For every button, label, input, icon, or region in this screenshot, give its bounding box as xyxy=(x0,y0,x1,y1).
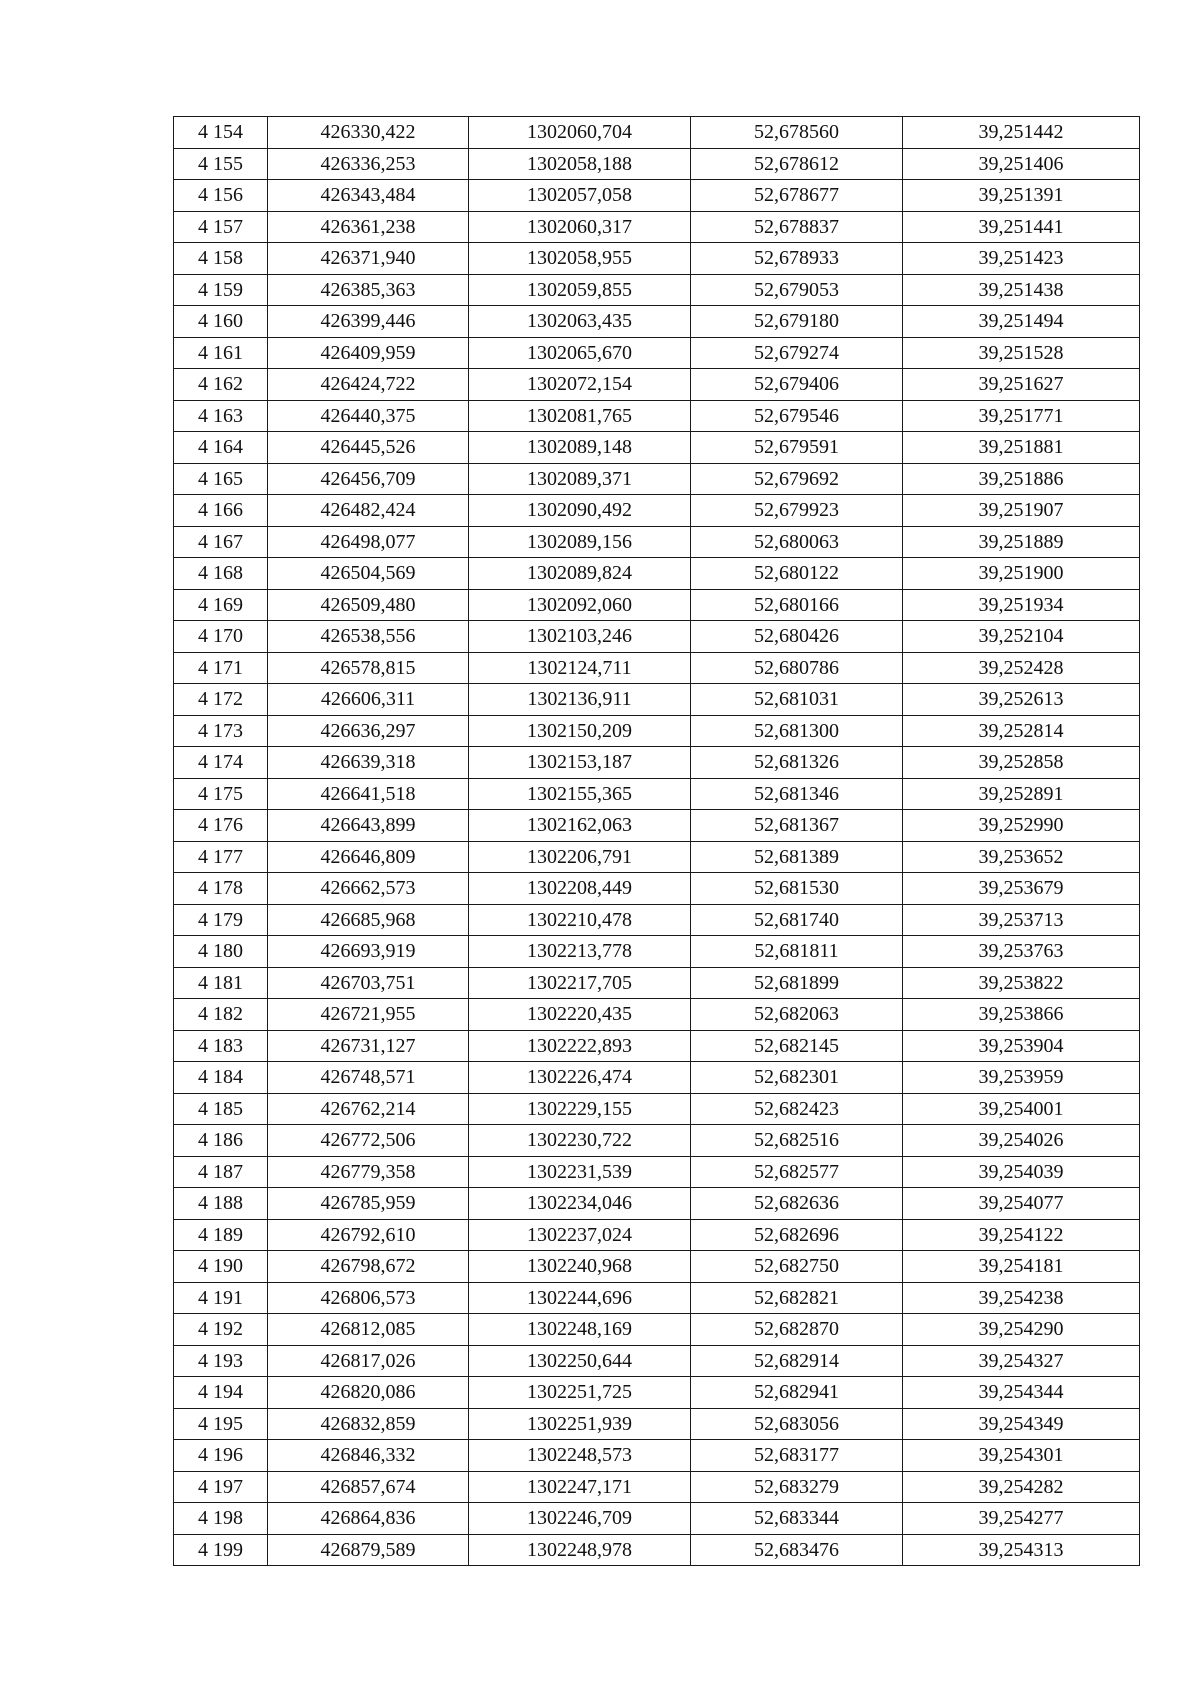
table-row xyxy=(174,999,1140,1031)
x-coordinate-cell: 426606,311 xyxy=(268,684,469,716)
x-coordinate-cell: 426685,968 xyxy=(268,904,469,936)
longitude-cell: 39,254277 xyxy=(903,1503,1140,1535)
table-row xyxy=(174,243,1140,275)
table-row xyxy=(174,148,1140,180)
table-row xyxy=(174,117,1140,149)
table-row xyxy=(174,589,1140,621)
longitude-cell: 39,254026 xyxy=(903,1125,1140,1157)
point-number-cell: 4 199 xyxy=(174,1534,268,1566)
point-number-cell: 4 164 xyxy=(174,432,268,464)
x-coordinate-cell: 426504,569 xyxy=(268,558,469,590)
x-coordinate-cell: 426662,573 xyxy=(268,873,469,905)
latitude-cell: 52,683177 xyxy=(691,1440,903,1472)
y-coordinate-cell: 1302089,824 xyxy=(469,558,691,590)
y-coordinate-cell: 1302230,722 xyxy=(469,1125,691,1157)
longitude-cell: 39,251934 xyxy=(903,589,1140,621)
latitude-cell: 52,682145 xyxy=(691,1030,903,1062)
y-coordinate-cell: 1302063,435 xyxy=(469,306,691,338)
x-coordinate-cell: 426498,077 xyxy=(268,526,469,558)
latitude-cell: 52,682636 xyxy=(691,1188,903,1220)
longitude-cell: 39,254238 xyxy=(903,1282,1140,1314)
y-coordinate-cell: 1302089,156 xyxy=(469,526,691,558)
longitude-cell: 39,251907 xyxy=(903,495,1140,527)
y-coordinate-cell: 1302150,209 xyxy=(469,715,691,747)
table-row xyxy=(174,810,1140,842)
latitude-cell: 52,681326 xyxy=(691,747,903,779)
x-coordinate-cell: 426482,424 xyxy=(268,495,469,527)
latitude-cell: 52,682516 xyxy=(691,1125,903,1157)
latitude-cell: 52,678560 xyxy=(691,117,903,149)
longitude-cell: 39,254301 xyxy=(903,1440,1140,1472)
table-row xyxy=(174,904,1140,936)
longitude-cell: 39,251889 xyxy=(903,526,1140,558)
x-coordinate-cell: 426693,919 xyxy=(268,936,469,968)
y-coordinate-cell: 1302220,435 xyxy=(469,999,691,1031)
latitude-cell: 52,681530 xyxy=(691,873,903,905)
point-number-cell: 4 187 xyxy=(174,1156,268,1188)
y-coordinate-cell: 1302251,725 xyxy=(469,1377,691,1409)
table-row xyxy=(174,873,1140,905)
latitude-cell: 52,682941 xyxy=(691,1377,903,1409)
table-row xyxy=(174,432,1140,464)
latitude-cell: 52,679274 xyxy=(691,337,903,369)
table-row xyxy=(174,558,1140,590)
x-coordinate-cell: 426864,836 xyxy=(268,1503,469,1535)
y-coordinate-cell: 1302222,893 xyxy=(469,1030,691,1062)
longitude-cell: 39,254313 xyxy=(903,1534,1140,1566)
table-row xyxy=(174,211,1140,243)
point-number-cell: 4 183 xyxy=(174,1030,268,1062)
table-row xyxy=(174,526,1140,558)
y-coordinate-cell: 1302089,371 xyxy=(469,463,691,495)
point-number-cell: 4 166 xyxy=(174,495,268,527)
y-coordinate-cell: 1302103,246 xyxy=(469,621,691,653)
y-coordinate-cell: 1302072,154 xyxy=(469,369,691,401)
x-coordinate-cell: 426330,422 xyxy=(268,117,469,149)
longitude-cell: 39,251886 xyxy=(903,463,1140,495)
longitude-cell: 39,253959 xyxy=(903,1062,1140,1094)
latitude-cell: 52,678837 xyxy=(691,211,903,243)
point-number-cell: 4 197 xyxy=(174,1471,268,1503)
point-number-cell: 4 175 xyxy=(174,778,268,810)
table-row xyxy=(174,621,1140,653)
point-number-cell: 4 185 xyxy=(174,1093,268,1125)
latitude-cell: 52,682423 xyxy=(691,1093,903,1125)
point-number-cell: 4 174 xyxy=(174,747,268,779)
latitude-cell: 52,682063 xyxy=(691,999,903,1031)
table-row xyxy=(174,1408,1140,1440)
y-coordinate-cell: 1302089,148 xyxy=(469,432,691,464)
y-coordinate-cell: 1302248,169 xyxy=(469,1314,691,1346)
point-number-cell: 4 158 xyxy=(174,243,268,275)
latitude-cell: 52,681899 xyxy=(691,967,903,999)
x-coordinate-cell: 426343,484 xyxy=(268,180,469,212)
point-number-cell: 4 194 xyxy=(174,1377,268,1409)
x-coordinate-cell: 426812,085 xyxy=(268,1314,469,1346)
point-number-cell: 4 181 xyxy=(174,967,268,999)
x-coordinate-cell: 426361,238 xyxy=(268,211,469,243)
point-number-cell: 4 178 xyxy=(174,873,268,905)
x-coordinate-cell: 426424,722 xyxy=(268,369,469,401)
y-coordinate-cell: 1302153,187 xyxy=(469,747,691,779)
table-row xyxy=(174,1093,1140,1125)
x-coordinate-cell: 426820,086 xyxy=(268,1377,469,1409)
x-coordinate-cell: 426538,556 xyxy=(268,621,469,653)
x-coordinate-cell: 426779,358 xyxy=(268,1156,469,1188)
y-coordinate-cell: 1302058,955 xyxy=(469,243,691,275)
latitude-cell: 52,681389 xyxy=(691,841,903,873)
longitude-cell: 39,252104 xyxy=(903,621,1140,653)
x-coordinate-cell: 426806,573 xyxy=(268,1282,469,1314)
table-row xyxy=(174,684,1140,716)
y-coordinate-cell: 1302240,968 xyxy=(469,1251,691,1283)
point-number-cell: 4 193 xyxy=(174,1345,268,1377)
point-number-cell: 4 157 xyxy=(174,211,268,243)
y-coordinate-cell: 1302206,791 xyxy=(469,841,691,873)
table-row xyxy=(174,778,1140,810)
point-number-cell: 4 167 xyxy=(174,526,268,558)
latitude-cell: 52,682870 xyxy=(691,1314,903,1346)
y-coordinate-cell: 1302234,046 xyxy=(469,1188,691,1220)
point-number-cell: 4 176 xyxy=(174,810,268,842)
table-row xyxy=(174,747,1140,779)
longitude-cell: 39,252858 xyxy=(903,747,1140,779)
longitude-cell: 39,251881 xyxy=(903,432,1140,464)
x-coordinate-cell: 426509,480 xyxy=(268,589,469,621)
table-row xyxy=(174,180,1140,212)
point-number-cell: 4 196 xyxy=(174,1440,268,1472)
latitude-cell: 52,682301 xyxy=(691,1062,903,1094)
y-coordinate-cell: 1302229,155 xyxy=(469,1093,691,1125)
latitude-cell: 52,682696 xyxy=(691,1219,903,1251)
longitude-cell: 39,253679 xyxy=(903,873,1140,905)
longitude-cell: 39,252990 xyxy=(903,810,1140,842)
table-row xyxy=(174,1534,1140,1566)
x-coordinate-cell: 426385,363 xyxy=(268,274,469,306)
longitude-cell: 39,254327 xyxy=(903,1345,1140,1377)
longitude-cell: 39,251494 xyxy=(903,306,1140,338)
point-number-cell: 4 188 xyxy=(174,1188,268,1220)
point-number-cell: 4 179 xyxy=(174,904,268,936)
y-coordinate-cell: 1302136,911 xyxy=(469,684,691,716)
table-row xyxy=(174,936,1140,968)
x-coordinate-cell: 426748,571 xyxy=(268,1062,469,1094)
y-coordinate-cell: 1302065,670 xyxy=(469,337,691,369)
y-coordinate-cell: 1302247,171 xyxy=(469,1471,691,1503)
point-number-cell: 4 180 xyxy=(174,936,268,968)
point-number-cell: 4 161 xyxy=(174,337,268,369)
latitude-cell: 52,678612 xyxy=(691,148,903,180)
y-coordinate-cell: 1302213,778 xyxy=(469,936,691,968)
latitude-cell: 52,679692 xyxy=(691,463,903,495)
longitude-cell: 39,254282 xyxy=(903,1471,1140,1503)
table-row xyxy=(174,1377,1140,1409)
table-row xyxy=(174,274,1140,306)
table-row xyxy=(174,1471,1140,1503)
longitude-cell: 39,254077 xyxy=(903,1188,1140,1220)
x-coordinate-cell: 426336,253 xyxy=(268,148,469,180)
point-number-cell: 4 168 xyxy=(174,558,268,590)
point-number-cell: 4 156 xyxy=(174,180,268,212)
point-number-cell: 4 169 xyxy=(174,589,268,621)
point-number-cell: 4 170 xyxy=(174,621,268,653)
point-number-cell: 4 171 xyxy=(174,652,268,684)
longitude-cell: 39,251771 xyxy=(903,400,1140,432)
y-coordinate-cell: 1302081,765 xyxy=(469,400,691,432)
coordinates-table xyxy=(173,116,1140,1566)
point-number-cell: 4 173 xyxy=(174,715,268,747)
longitude-cell: 39,251438 xyxy=(903,274,1140,306)
y-coordinate-cell: 1302246,709 xyxy=(469,1503,691,1535)
longitude-cell: 39,252891 xyxy=(903,778,1140,810)
longitude-cell: 39,251391 xyxy=(903,180,1140,212)
table-row xyxy=(174,463,1140,495)
y-coordinate-cell: 1302060,317 xyxy=(469,211,691,243)
latitude-cell: 52,680063 xyxy=(691,526,903,558)
point-number-cell: 4 172 xyxy=(174,684,268,716)
latitude-cell: 52,680122 xyxy=(691,558,903,590)
x-coordinate-cell: 426817,026 xyxy=(268,1345,469,1377)
y-coordinate-cell: 1302217,705 xyxy=(469,967,691,999)
latitude-cell: 52,680786 xyxy=(691,652,903,684)
latitude-cell: 52,681740 xyxy=(691,904,903,936)
latitude-cell: 52,679180 xyxy=(691,306,903,338)
latitude-cell: 52,680426 xyxy=(691,621,903,653)
point-number-cell: 4 160 xyxy=(174,306,268,338)
x-coordinate-cell: 426846,332 xyxy=(268,1440,469,1472)
table-row xyxy=(174,1125,1140,1157)
x-coordinate-cell: 426440,375 xyxy=(268,400,469,432)
table-row xyxy=(174,337,1140,369)
table-row xyxy=(174,495,1140,527)
point-number-cell: 4 177 xyxy=(174,841,268,873)
point-number-cell: 4 182 xyxy=(174,999,268,1031)
x-coordinate-cell: 426792,610 xyxy=(268,1219,469,1251)
latitude-cell: 52,679406 xyxy=(691,369,903,401)
x-coordinate-cell: 426578,815 xyxy=(268,652,469,684)
longitude-cell: 39,251423 xyxy=(903,243,1140,275)
latitude-cell: 52,678933 xyxy=(691,243,903,275)
table-row xyxy=(174,1503,1140,1535)
point-number-cell: 4 186 xyxy=(174,1125,268,1157)
longitude-cell: 39,252814 xyxy=(903,715,1140,747)
x-coordinate-cell: 426639,318 xyxy=(268,747,469,779)
latitude-cell: 52,682577 xyxy=(691,1156,903,1188)
latitude-cell: 52,680166 xyxy=(691,589,903,621)
table-row xyxy=(174,652,1140,684)
point-number-cell: 4 162 xyxy=(174,369,268,401)
table-row xyxy=(174,1156,1140,1188)
latitude-cell: 52,681367 xyxy=(691,810,903,842)
latitude-cell: 52,683279 xyxy=(691,1471,903,1503)
table-row xyxy=(174,1030,1140,1062)
longitude-cell: 39,251441 xyxy=(903,211,1140,243)
latitude-cell: 52,681811 xyxy=(691,936,903,968)
x-coordinate-cell: 426636,297 xyxy=(268,715,469,747)
y-coordinate-cell: 1302237,024 xyxy=(469,1219,691,1251)
x-coordinate-cell: 426641,518 xyxy=(268,778,469,810)
y-coordinate-cell: 1302208,449 xyxy=(469,873,691,905)
x-coordinate-cell: 426409,959 xyxy=(268,337,469,369)
x-coordinate-cell: 426646,809 xyxy=(268,841,469,873)
table-row xyxy=(174,1345,1140,1377)
table-row xyxy=(174,715,1140,747)
table-row xyxy=(174,306,1140,338)
point-number-cell: 4 189 xyxy=(174,1219,268,1251)
x-coordinate-cell: 426857,674 xyxy=(268,1471,469,1503)
longitude-cell: 39,254122 xyxy=(903,1219,1140,1251)
latitude-cell: 52,683056 xyxy=(691,1408,903,1440)
longitude-cell: 39,251442 xyxy=(903,117,1140,149)
y-coordinate-cell: 1302124,711 xyxy=(469,652,691,684)
x-coordinate-cell: 426371,940 xyxy=(268,243,469,275)
table-row xyxy=(174,1314,1140,1346)
table-row xyxy=(174,369,1140,401)
x-coordinate-cell: 426456,709 xyxy=(268,463,469,495)
latitude-cell: 52,679591 xyxy=(691,432,903,464)
table-row xyxy=(174,1219,1140,1251)
point-number-cell: 4 154 xyxy=(174,117,268,149)
point-number-cell: 4 155 xyxy=(174,148,268,180)
latitude-cell: 52,679923 xyxy=(691,495,903,527)
longitude-cell: 39,253822 xyxy=(903,967,1140,999)
table-row xyxy=(174,1188,1140,1220)
latitude-cell: 52,679546 xyxy=(691,400,903,432)
point-number-cell: 4 190 xyxy=(174,1251,268,1283)
point-number-cell: 4 192 xyxy=(174,1314,268,1346)
longitude-cell: 39,254039 xyxy=(903,1156,1140,1188)
latitude-cell: 52,679053 xyxy=(691,274,903,306)
table-row xyxy=(174,1062,1140,1094)
point-number-cell: 4 184 xyxy=(174,1062,268,1094)
longitude-cell: 39,251627 xyxy=(903,369,1140,401)
y-coordinate-cell: 1302231,539 xyxy=(469,1156,691,1188)
y-coordinate-cell: 1302244,696 xyxy=(469,1282,691,1314)
x-coordinate-cell: 426762,214 xyxy=(268,1093,469,1125)
y-coordinate-cell: 1302058,188 xyxy=(469,148,691,180)
table-row xyxy=(174,841,1140,873)
latitude-cell: 52,682914 xyxy=(691,1345,903,1377)
y-coordinate-cell: 1302210,478 xyxy=(469,904,691,936)
x-coordinate-cell: 426832,859 xyxy=(268,1408,469,1440)
longitude-cell: 39,253904 xyxy=(903,1030,1140,1062)
point-number-cell: 4 198 xyxy=(174,1503,268,1535)
y-coordinate-cell: 1302248,978 xyxy=(469,1534,691,1566)
longitude-cell: 39,254349 xyxy=(903,1408,1140,1440)
y-coordinate-cell: 1302060,704 xyxy=(469,117,691,149)
longitude-cell: 39,254290 xyxy=(903,1314,1140,1346)
point-number-cell: 4 159 xyxy=(174,274,268,306)
table-row xyxy=(174,1251,1140,1283)
x-coordinate-cell: 426798,672 xyxy=(268,1251,469,1283)
table-row xyxy=(174,1440,1140,1472)
x-coordinate-cell: 426772,506 xyxy=(268,1125,469,1157)
longitude-cell: 39,252613 xyxy=(903,684,1140,716)
longitude-cell: 39,253652 xyxy=(903,841,1140,873)
longitude-cell: 39,254001 xyxy=(903,1093,1140,1125)
longitude-cell: 39,251900 xyxy=(903,558,1140,590)
y-coordinate-cell: 1302251,939 xyxy=(469,1408,691,1440)
x-coordinate-cell: 426703,751 xyxy=(268,967,469,999)
latitude-cell: 52,681300 xyxy=(691,715,903,747)
longitude-cell: 39,253713 xyxy=(903,904,1140,936)
latitude-cell: 52,682821 xyxy=(691,1282,903,1314)
y-coordinate-cell: 1302092,060 xyxy=(469,589,691,621)
x-coordinate-cell: 426721,955 xyxy=(268,999,469,1031)
point-number-cell: 4 191 xyxy=(174,1282,268,1314)
table-row xyxy=(174,967,1140,999)
point-number-cell: 4 195 xyxy=(174,1408,268,1440)
x-coordinate-cell: 426399,446 xyxy=(268,306,469,338)
x-coordinate-cell: 426643,899 xyxy=(268,810,469,842)
y-coordinate-cell: 1302250,644 xyxy=(469,1345,691,1377)
coordinates-table-body xyxy=(174,117,1140,1566)
longitude-cell: 39,252428 xyxy=(903,652,1140,684)
latitude-cell: 52,683344 xyxy=(691,1503,903,1535)
longitude-cell: 39,254344 xyxy=(903,1377,1140,1409)
y-coordinate-cell: 1302057,058 xyxy=(469,180,691,212)
point-number-cell: 4 163 xyxy=(174,400,268,432)
latitude-cell: 52,681346 xyxy=(691,778,903,810)
longitude-cell: 39,251528 xyxy=(903,337,1140,369)
latitude-cell: 52,681031 xyxy=(691,684,903,716)
latitude-cell: 52,678677 xyxy=(691,180,903,212)
longitude-cell: 39,251406 xyxy=(903,148,1140,180)
x-coordinate-cell: 426445,526 xyxy=(268,432,469,464)
y-coordinate-cell: 1302090,492 xyxy=(469,495,691,527)
latitude-cell: 52,682750 xyxy=(691,1251,903,1283)
x-coordinate-cell: 426879,589 xyxy=(268,1534,469,1566)
y-coordinate-cell: 1302248,573 xyxy=(469,1440,691,1472)
latitude-cell: 52,683476 xyxy=(691,1534,903,1566)
x-coordinate-cell: 426731,127 xyxy=(268,1030,469,1062)
longitude-cell: 39,254181 xyxy=(903,1251,1140,1283)
point-number-cell: 4 165 xyxy=(174,463,268,495)
x-coordinate-cell: 426785,959 xyxy=(268,1188,469,1220)
longitude-cell: 39,253763 xyxy=(903,936,1140,968)
y-coordinate-cell: 1302226,474 xyxy=(469,1062,691,1094)
y-coordinate-cell: 1302155,365 xyxy=(469,778,691,810)
table-row xyxy=(174,400,1140,432)
table-row xyxy=(174,1282,1140,1314)
longitude-cell: 39,253866 xyxy=(903,999,1140,1031)
y-coordinate-cell: 1302162,063 xyxy=(469,810,691,842)
y-coordinate-cell: 1302059,855 xyxy=(469,274,691,306)
